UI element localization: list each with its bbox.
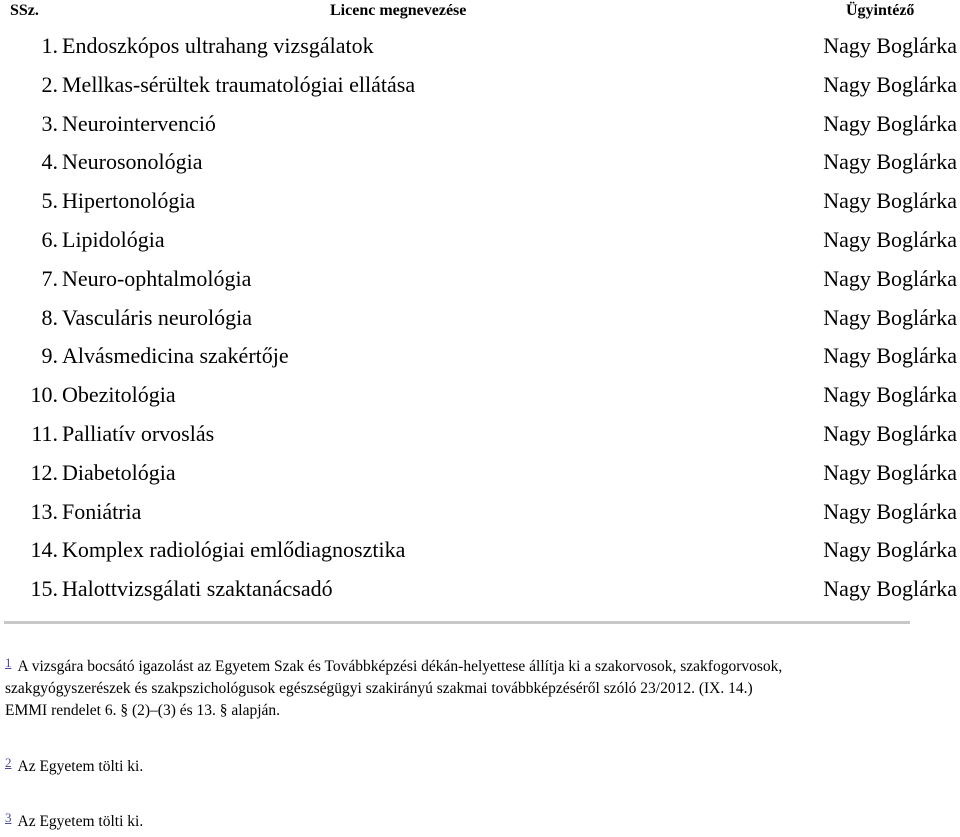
table-row bbox=[0, 570, 960, 609]
table-row bbox=[0, 531, 960, 570]
license-name: Palliatív orvoslás bbox=[62, 420, 215, 446]
table-row bbox=[0, 143, 960, 182]
footnote-marker-link[interactable]: 1 bbox=[5, 655, 12, 670]
license-name: Hipertonológia bbox=[62, 188, 196, 214]
footnote bbox=[5, 656, 945, 722]
footnote bbox=[5, 811, 945, 833]
license-name: Foniátria bbox=[62, 498, 142, 524]
footnote-text-line: A vizsgára bocsátó igazolást az Egyetem Szak és Továbbképzési dékán-helyettese állítja ki a szakorvosok, szakfogorvosok, bbox=[17, 658, 783, 675]
footnote-text-line: Az Egyetem tölti ki. bbox=[17, 758, 144, 775]
license-name: Diabetológia bbox=[62, 459, 176, 485]
column-header-license-name: Licenc megnevezése bbox=[330, 2, 467, 19]
license-name: Neuro-ophtalmológia bbox=[62, 265, 252, 291]
row-number: 10. bbox=[30, 382, 58, 408]
table-row bbox=[0, 27, 960, 66]
row-number: 5. bbox=[41, 188, 58, 214]
row-number: 3. bbox=[41, 110, 58, 136]
administrator-name: Nagy Boglárka bbox=[823, 33, 957, 58]
table-row bbox=[0, 493, 960, 532]
table-row bbox=[0, 376, 960, 415]
footnote-marker-link[interactable]: 3 bbox=[5, 810, 12, 825]
table-row bbox=[0, 299, 960, 338]
license-name: Obezitológia bbox=[62, 382, 176, 408]
administrator-name: Nagy Boglárka bbox=[823, 304, 957, 330]
footnote-text-line: szakgyógyszerészek és szakpszichológusok egészségügyi szakirányú szakmai továbbképzéséről szóló 23/2012. (IX. 14.) bbox=[5, 680, 753, 697]
table-row bbox=[0, 105, 960, 144]
table-row bbox=[0, 221, 960, 260]
license-name: Endoszkópos ultrahang vizsgálatok bbox=[62, 33, 374, 58]
footnote bbox=[5, 756, 945, 778]
administrator-name: Nagy Boglárka bbox=[823, 265, 957, 291]
row-number: 13. bbox=[30, 498, 58, 524]
column-header-number: SSz. bbox=[10, 2, 39, 19]
license-name: Komplex radiológiai emlődiagnosztika bbox=[62, 537, 406, 563]
row-number: 6. bbox=[41, 226, 58, 252]
row-number: 8. bbox=[41, 304, 58, 330]
row-number: 9. bbox=[41, 343, 58, 369]
administrator-name: Nagy Boglárka bbox=[823, 459, 957, 485]
license-name: Lipidológia bbox=[62, 226, 165, 252]
row-number: 2. bbox=[41, 71, 58, 97]
license-name: Mellkas-sérültek traumatológiai ellátása bbox=[62, 71, 416, 97]
table-row bbox=[0, 415, 960, 454]
footnote-separator bbox=[4, 621, 910, 624]
table-row bbox=[0, 66, 960, 105]
administrator-name: Nagy Boglárka bbox=[823, 343, 957, 369]
administrator-name: Nagy Boglárka bbox=[823, 149, 957, 175]
license-name: Neurosonológia bbox=[62, 149, 203, 175]
table-row bbox=[0, 182, 960, 221]
footnote-text-line: Az Egyetem tölti ki. bbox=[17, 813, 144, 830]
footnote-text-line: EMMI rendelet 6. § (2)–(3) és 13. § alapján. bbox=[5, 702, 281, 719]
table-row bbox=[0, 260, 960, 299]
row-number: 15. bbox=[30, 576, 58, 602]
row-number: 1. bbox=[41, 33, 58, 58]
license-name: Halottvizsgálati szaktanácsadó bbox=[62, 576, 333, 602]
license-name: Vasculáris neurológia bbox=[62, 304, 252, 330]
table-header bbox=[0, 0, 960, 24]
administrator-name: Nagy Boglárka bbox=[823, 420, 957, 446]
row-number: 4. bbox=[41, 149, 58, 175]
license-name: Alvásmedicina szakértője bbox=[62, 343, 289, 369]
footnote-marker-link[interactable]: 2 bbox=[5, 755, 12, 770]
row-number: 11. bbox=[31, 420, 58, 446]
row-number: 12. bbox=[30, 459, 58, 485]
administrator-name: Nagy Boglárka bbox=[823, 71, 957, 97]
license-name: Neurointervenció bbox=[62, 110, 216, 136]
row-number: 7. bbox=[41, 265, 58, 291]
administrator-name: Nagy Boglárka bbox=[823, 110, 957, 136]
table-row bbox=[0, 454, 960, 493]
administrator-name: Nagy Boglárka bbox=[823, 382, 957, 408]
row-number: 14. bbox=[30, 537, 58, 563]
table-row bbox=[0, 337, 960, 376]
column-header-administrator: Ügyintéző bbox=[846, 2, 915, 19]
administrator-name: Nagy Boglárka bbox=[823, 226, 957, 252]
administrator-name: Nagy Boglárka bbox=[823, 188, 957, 214]
administrator-name: Nagy Boglárka bbox=[823, 576, 957, 602]
license-table bbox=[0, 27, 960, 609]
administrator-name: Nagy Boglárka bbox=[823, 537, 957, 563]
administrator-name: Nagy Boglárka bbox=[823, 498, 957, 524]
